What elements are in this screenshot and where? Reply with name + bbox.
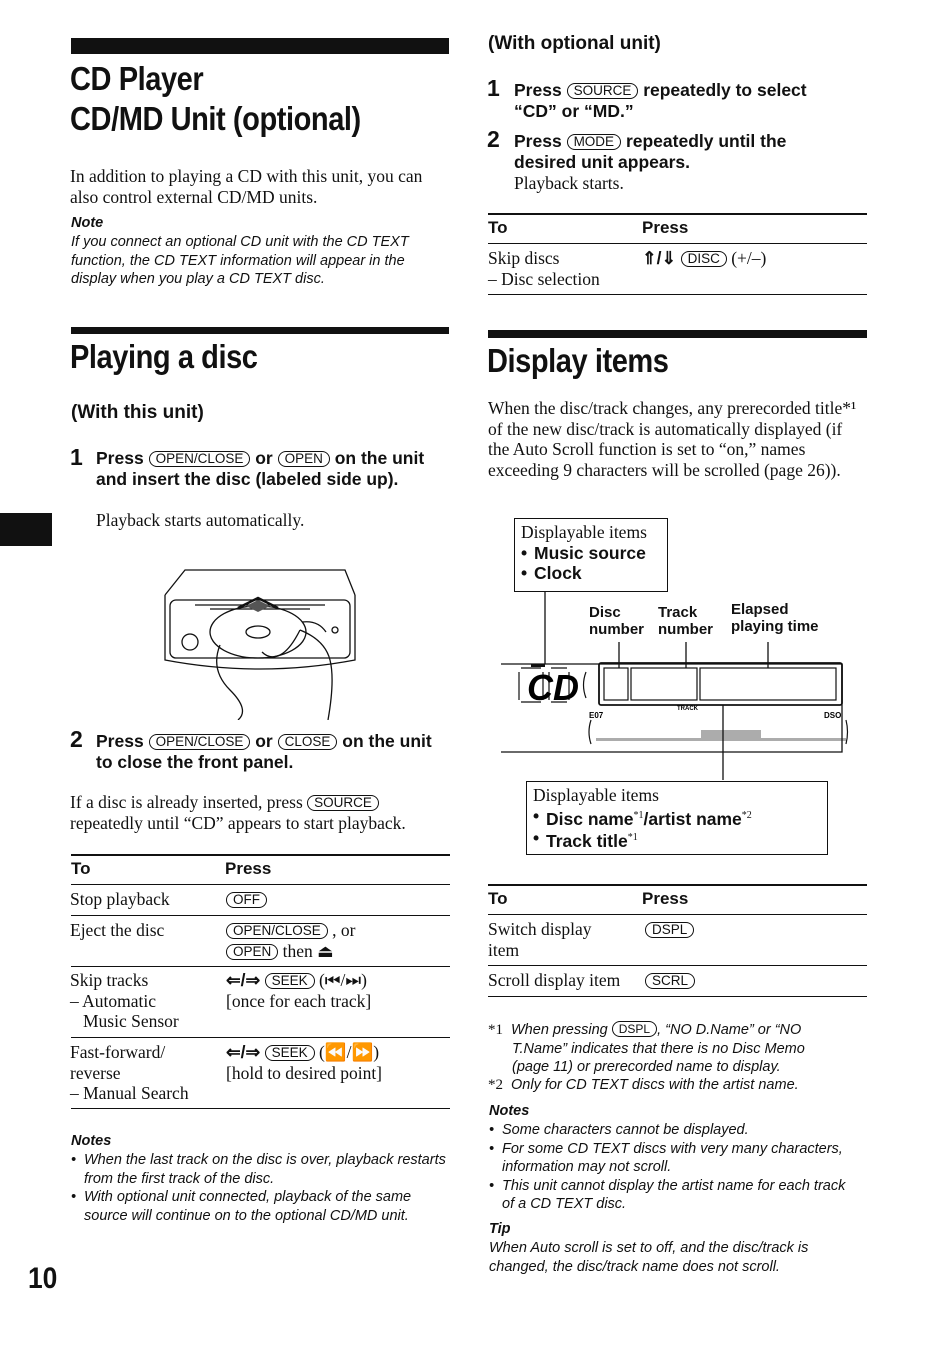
table-cell-to bbox=[70, 970, 179, 1032]
table-cell-to bbox=[488, 248, 600, 289]
footnote-mark: *1 bbox=[488, 1022, 503, 1038]
inserted-text-1: If a disc is already inserted, press bbox=[70, 792, 303, 812]
step-instruction bbox=[514, 131, 869, 172]
tip-text: When Auto scroll is set to off, and the disc/track is changed, the disc/track name does not scroll. bbox=[489, 1240, 809, 1275]
open-close-key: OPEN/CLOSE bbox=[149, 451, 251, 467]
table-cell-to bbox=[488, 919, 592, 960]
open-close-key: OPEN/CLOSE bbox=[226, 923, 328, 939]
cell-line: Fast-forward/ bbox=[70, 1042, 166, 1062]
list-item bbox=[533, 806, 827, 829]
page-tab-marker bbox=[0, 513, 52, 546]
elapsed-time-label bbox=[731, 601, 819, 635]
box-title: Displayable items bbox=[533, 785, 659, 805]
step-tail: on the unit and insert the disc (labeled side up). bbox=[96, 448, 425, 489]
left-notes-list bbox=[71, 1151, 449, 1225]
section-bar-display bbox=[488, 330, 867, 338]
cell-line: reverse bbox=[70, 1062, 121, 1083]
notes-heading: Notes bbox=[71, 1133, 112, 1149]
table-cell-press bbox=[645, 919, 694, 940]
column-header-press: Press bbox=[225, 859, 272, 878]
table-rule bbox=[488, 243, 867, 244]
open-key: OPEN bbox=[226, 944, 278, 960]
inserted-text-2: repeatedly until “CD” appears to start playback. bbox=[70, 812, 406, 833]
title-bar bbox=[71, 38, 449, 54]
page-number: 10 bbox=[28, 1262, 58, 1295]
label-line: number bbox=[658, 621, 714, 638]
table-rule bbox=[71, 854, 450, 856]
arrow-icons: ⇐/⇒ bbox=[226, 970, 261, 990]
step-result: Playback starts. bbox=[514, 173, 624, 193]
eject-text: then ⏏ bbox=[282, 940, 334, 961]
footnote-mark: *1 bbox=[633, 809, 644, 821]
display-text: When the disc/track changes, any prerecorded title*¹ of the new disc/track is automatically displayed (if the Auto Scroll function is set to “on,” names exceeding 9 characters will be scrolled (page 26)). bbox=[488, 398, 857, 480]
track-number-label bbox=[658, 604, 713, 638]
on-label: on bbox=[342, 731, 364, 751]
step-number: 1 bbox=[487, 75, 500, 101]
cell-line: Switch display bbox=[488, 919, 592, 939]
footnote-mark: *2 bbox=[741, 809, 752, 821]
source-key: SOURCE bbox=[307, 795, 379, 811]
cell-line: Music Sensor bbox=[83, 1011, 179, 1031]
skip-symbols: (⏮/⏭) bbox=[318, 970, 368, 990]
note-text: If you connect an optional CD unit with the CD TEXT function, the CD TEXT information will appear in the display when you play a CD TEXT disc. bbox=[71, 234, 409, 287]
track-title-text: Track title bbox=[546, 831, 628, 852]
up-down-arrow-icons: ⇑/⇓ bbox=[642, 248, 677, 268]
section-title-display: Display items bbox=[487, 342, 669, 379]
step-tail: repeatedly until the bbox=[625, 131, 787, 151]
table-cell-to bbox=[70, 1042, 189, 1104]
table-rule bbox=[71, 966, 450, 967]
page-title-line2: CD/MD Unit (optional) bbox=[70, 100, 361, 137]
step-instruction bbox=[96, 448, 451, 489]
artist-name-text: /artist name bbox=[643, 808, 742, 829]
scrl-key: SCRL bbox=[645, 973, 695, 989]
tip-heading: Tip bbox=[489, 1221, 511, 1237]
list-item: • Some characters cannot be displayed. bbox=[489, 1121, 859, 1140]
press-label: Press bbox=[96, 448, 144, 468]
step-tail: repeatedly to select bbox=[643, 80, 807, 100]
table-rule bbox=[71, 915, 450, 916]
lcd-segments bbox=[501, 660, 851, 752]
table-rule bbox=[488, 965, 867, 966]
section-bar-playing bbox=[71, 327, 449, 334]
lcd-track-label: TRACK bbox=[677, 706, 698, 712]
table-rule bbox=[488, 914, 867, 915]
right-notes-list bbox=[489, 1121, 859, 1214]
table-rule bbox=[488, 213, 867, 215]
note-heading: Note bbox=[71, 215, 104, 231]
table-cell-to: Scroll display item bbox=[488, 970, 621, 990]
box-list bbox=[521, 543, 667, 583]
subheading-with-optional-unit: (With optional unit) bbox=[488, 33, 661, 54]
cell-line: Skip tracks bbox=[70, 970, 149, 990]
displayable-items-box-1 bbox=[514, 518, 668, 592]
cell-line: – Manual Search bbox=[70, 1083, 189, 1103]
table-rule bbox=[488, 294, 867, 295]
press-label: Press bbox=[514, 131, 562, 151]
table-cell-press bbox=[642, 248, 766, 269]
footnote-post: , “NO D.Name” or “NO bbox=[657, 1022, 802, 1038]
footnote-text bbox=[511, 1022, 801, 1038]
step-instruction bbox=[514, 80, 869, 121]
already-inserted-text bbox=[70, 792, 450, 833]
intro-text: In addition to playing a CD with this unit, you can also control external CD/MD units. bbox=[70, 166, 423, 207]
cell-line: item bbox=[488, 939, 520, 960]
page-title-line1: CD Player bbox=[70, 60, 204, 97]
mode-key: MODE bbox=[567, 134, 622, 150]
list-item bbox=[533, 828, 827, 851]
cell-line: Skip discs bbox=[488, 248, 560, 268]
step-tail: “CD” or “MD.” bbox=[514, 100, 634, 121]
or-label: or bbox=[255, 731, 273, 751]
label-line: Disc bbox=[589, 604, 621, 621]
footnote-text: Only for CD TEXT discs with the artist name. bbox=[511, 1077, 799, 1093]
table-cell-press bbox=[226, 970, 450, 1011]
subheading-with-this-unit: (With this unit) bbox=[71, 402, 204, 423]
footnote-mark: *2 bbox=[488, 1077, 503, 1093]
seek-key: SEEK bbox=[265, 1045, 315, 1061]
table-cell-to: Eject the disc bbox=[70, 920, 165, 940]
open-key: OPEN bbox=[278, 451, 330, 467]
section-title-playing: Playing a disc bbox=[70, 338, 258, 375]
column-header-press: Press bbox=[642, 218, 689, 237]
table-rule bbox=[71, 1037, 450, 1038]
footnote-pre: When pressing bbox=[511, 1022, 608, 1038]
disc-number-label bbox=[589, 604, 644, 638]
dspl-key: DSPL bbox=[612, 1021, 657, 1037]
disc-name-text: Disc name bbox=[546, 808, 634, 829]
off-key: OFF bbox=[226, 892, 267, 908]
lcd-panel bbox=[501, 660, 851, 752]
step-result: Playback starts automatically. bbox=[96, 510, 305, 530]
label-line: number bbox=[589, 621, 645, 638]
label-line: Track bbox=[658, 604, 698, 621]
search-symbols: (⏪/⏩) bbox=[318, 1042, 380, 1062]
dspl-key: DSPL bbox=[645, 922, 694, 938]
list-item: • When the last track on the disc is over, playback restarts from the first track of the disc. bbox=[71, 1151, 449, 1188]
table-cell-to: Stop playback bbox=[70, 889, 170, 909]
press-label: Press bbox=[96, 731, 144, 751]
plus-minus-text: (+/–) bbox=[731, 248, 767, 268]
step-number: 1 bbox=[70, 444, 83, 470]
table-rule bbox=[71, 1108, 450, 1109]
list-item: • This unit cannot display the artist name for each track of a CD TEXT disc. bbox=[489, 1177, 859, 1214]
table-cell-press bbox=[226, 1042, 450, 1083]
lcd-cd-text: CD bbox=[527, 667, 579, 708]
step-number: 2 bbox=[70, 726, 83, 752]
disc-key: DISC bbox=[681, 251, 727, 267]
label-line: Elapsed bbox=[731, 601, 789, 618]
open-close-key: OPEN/CLOSE bbox=[149, 734, 251, 750]
press-label: Press bbox=[514, 80, 562, 100]
step-tail: the unit to close the front panel. bbox=[96, 731, 432, 772]
notes-heading: Notes bbox=[489, 1103, 530, 1119]
displayable-items-box-2 bbox=[526, 781, 828, 855]
table-rule bbox=[488, 884, 867, 886]
list-item: • For some CD TEXT discs with very many characters, information may not scroll. bbox=[489, 1140, 859, 1177]
box-title: Displayable items bbox=[521, 522, 647, 542]
step-instruction bbox=[96, 731, 451, 772]
source-key: SOURCE bbox=[567, 83, 639, 99]
lcd-e07-label: E07 bbox=[589, 711, 604, 720]
or-label: or bbox=[255, 448, 273, 468]
table-cell-press bbox=[645, 970, 695, 991]
label-line: playing time bbox=[731, 618, 819, 635]
list-item: • Clock bbox=[521, 563, 667, 583]
footnote-2 bbox=[488, 1076, 868, 1095]
box-list bbox=[533, 806, 827, 852]
table-cell-press bbox=[226, 889, 267, 910]
cell-line: – Disc selection bbox=[488, 268, 600, 289]
footnote-line: T.Name” indicates that there is no Disc Memo bbox=[512, 1040, 805, 1057]
close-key: CLOSE bbox=[278, 734, 338, 750]
press-note: [once for each track] bbox=[226, 990, 372, 1011]
column-header-to: To bbox=[71, 859, 91, 878]
lcd-dso-label: DSO bbox=[824, 711, 842, 720]
or-text: , or bbox=[332, 920, 356, 940]
cell-line: – Automatic bbox=[70, 990, 157, 1011]
step-tail: desired unit appears. bbox=[514, 151, 691, 172]
column-header-to: To bbox=[488, 889, 508, 908]
footnote-mark: *1 bbox=[627, 832, 638, 844]
footnote-line: (page 11) or prerecorded name to display. bbox=[512, 1059, 781, 1075]
table-rule bbox=[71, 884, 450, 885]
table-rule bbox=[488, 996, 867, 997]
column-header-press: Press bbox=[642, 889, 689, 908]
page-title bbox=[70, 59, 361, 139]
table-cell-press bbox=[226, 920, 448, 961]
press-note: [hold to desired point] bbox=[226, 1062, 383, 1083]
step-number: 2 bbox=[487, 126, 500, 152]
arrow-icons: ⇐/⇒ bbox=[226, 1042, 261, 1062]
column-header-to: To bbox=[488, 218, 508, 237]
footnote-1 bbox=[488, 1021, 868, 1077]
insert-disc-illustration bbox=[150, 560, 370, 720]
seek-key: SEEK bbox=[265, 973, 315, 989]
list-item: • Music source bbox=[521, 543, 667, 563]
list-item: • With optional unit connected, playback of the same source will continue on to the optional CD/MD unit. bbox=[71, 1188, 449, 1225]
